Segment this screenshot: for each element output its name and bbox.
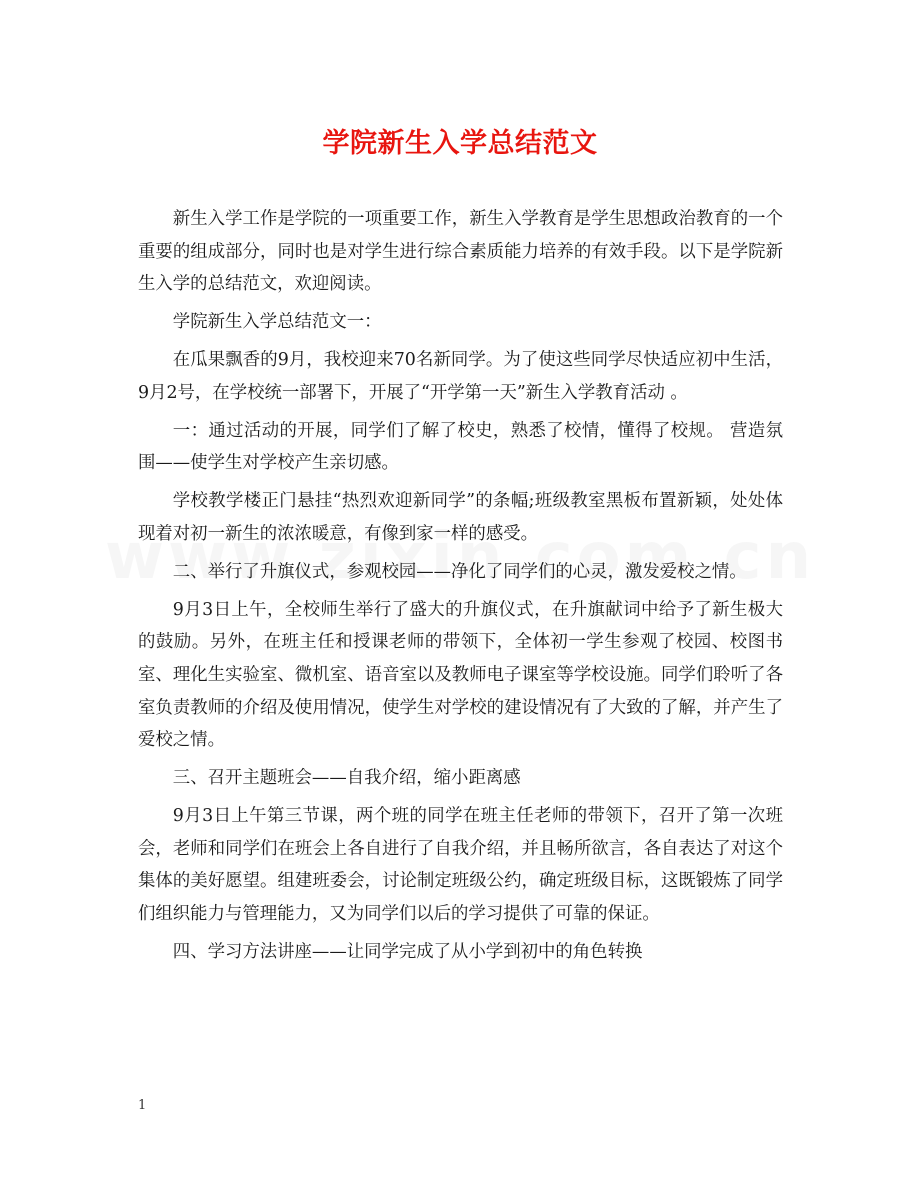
paragraph: 新生入学工作是学院的一项重要工作，新生入学教育是学生思想政治教育的一个重要的组成部分，同时也是对学生进行综合素质能力培养的有效手段。以下是学院新生入学的总结范文，欢迎阅读。	[138, 209, 783, 295]
document-body	[138, 203, 783, 974]
paragraph: 四、学习方法讲座——让同学完成了从小学到初中的角色转换	[172, 941, 643, 962]
paragraph: 9月3日上午第三节课，两个班的同学在班主任老师的带领下，召开了第一次班会，老师和同学们在班会上各自进行了自我介绍，并且畅所欲言，各自表达了对这个集体的美好愿望。组建班委会，讨论制定班级公约，确定班级目标，这既锻炼了同学们组织能力与管理能力，又为同学们以后的学习提供了可靠的保证。	[138, 806, 783, 924]
paragraph: 二、举行了升旗仪式，参观校园——净化了同学们的心灵，激发爱校之情。	[172, 561, 747, 582]
paragraph: 在瓜果飘香的9月，我校迎来70名新同学。为了使这些同学尽快适应初中生活，9月2号，在学校统一部署下，开展了“开学第一天”新生入学教育活动 。	[138, 350, 783, 403]
paragraph: 学院新生入学总结范文一：	[172, 312, 382, 333]
paragraph: 9月3日上午，全校师生举行了盛大的升旗仪式，在升旗献词中给予了新生极大的鼓励。另外，在班主任和授课老师的带领下，全体初一学生参观了校园、校图书室、理化生实验室、微机室、语音室以及教师电子课室等学校设施。同学们聆听了各室负责教师的介绍及使用情况，使学生对学校的建设情况有了大致的了解，并产生了爱校之情。	[138, 599, 783, 751]
page-number: 1	[138, 1098, 147, 1113]
paragraph: 学校教学楼正门悬挂“热烈欢迎新同学”的条幅;班级教室黑板布置新颖，处处体现着对初一新生的浓浓暖意，有像到家一样的感受。	[138, 491, 783, 544]
document-title: 学院新生入学总结范文	[322, 128, 598, 159]
paragraph: 三、召开主题班会——自我介绍，缩小距离感	[172, 768, 521, 789]
paragraph: 一：通过活动的开展，同学们了解了校史，熟悉了校情，懂得了校规。 营造氛围——使学生对学校产生亲切感。	[138, 420, 783, 474]
